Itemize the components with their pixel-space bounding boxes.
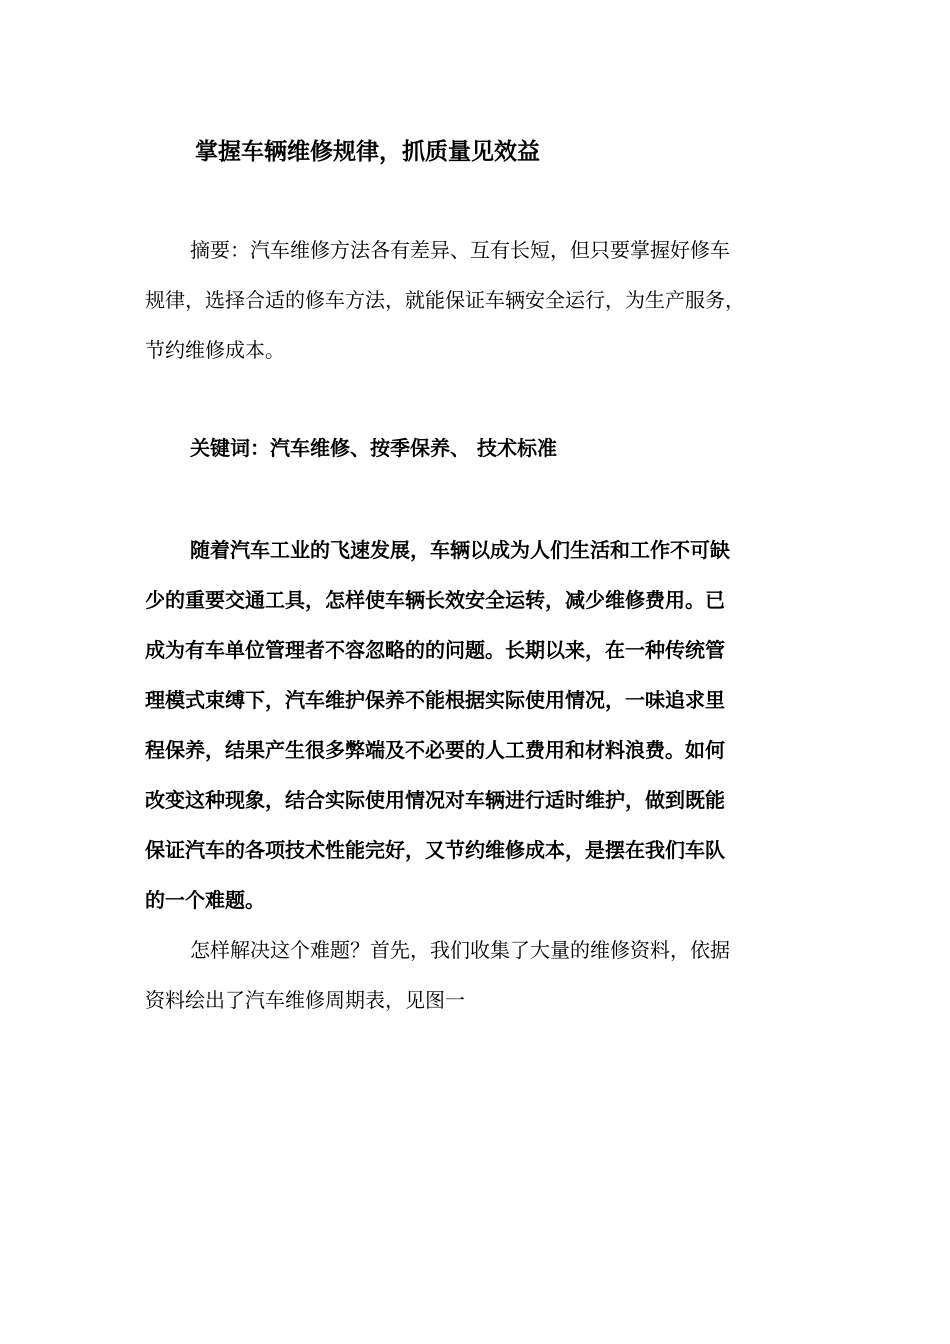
paragraph-line: 成为有车单位管理者不容忽略的的问题。长期以来，在一种传统管 — [145, 638, 725, 662]
paragraph-line: 的一个难题。 — [145, 888, 265, 912]
abstract-line: 摘要：汽车维修方法各有差异、互有长短，但只要掌握好修车 — [190, 238, 730, 262]
abstract-section — [145, 232, 825, 382]
paragraph-line: 随着汽车工业的飞速发展，车辆以成为人们生活和工作不可缺 — [190, 538, 730, 562]
paragraph-line: 资料绘出了汽车维修周期表，见图一 — [145, 988, 465, 1012]
keywords-line: 关键词：汽车维修、按季保养、 技术标准 — [190, 436, 557, 460]
paragraph-line: 改变这种现象，结合实际使用情况对车辆进行适时维护，做到既能 — [145, 788, 725, 812]
abstract-line: 规律，选择合适的修车方法，就能保证车辆安全运行，为生产服务， — [145, 288, 745, 312]
abstract-line: 节约维修成本。 — [145, 338, 285, 362]
document-title: 掌握车辆维修规律，抓质量见效益 — [195, 139, 540, 165]
paragraph-line: 理模式束缚下，汽车维护保养不能根据实际使用情况，一味追求里 — [145, 688, 725, 712]
paragraph-line: 程保养，结果产生很多弊端及不必要的人工费用和材料浪费。如何 — [145, 738, 725, 762]
paragraph-line: 保证汽车的各项技术性能完好，又节约维修成本，是摆在我们车队 — [145, 838, 725, 862]
paragraph-line: 少的重要交通工具，怎样使车辆长效安全运转，减少维修费用。已 — [145, 588, 725, 612]
body-text — [145, 532, 825, 1032]
paragraph-line: 怎样解决这个难题？首先，我们收集了大量的维修资料，依据 — [190, 938, 730, 962]
